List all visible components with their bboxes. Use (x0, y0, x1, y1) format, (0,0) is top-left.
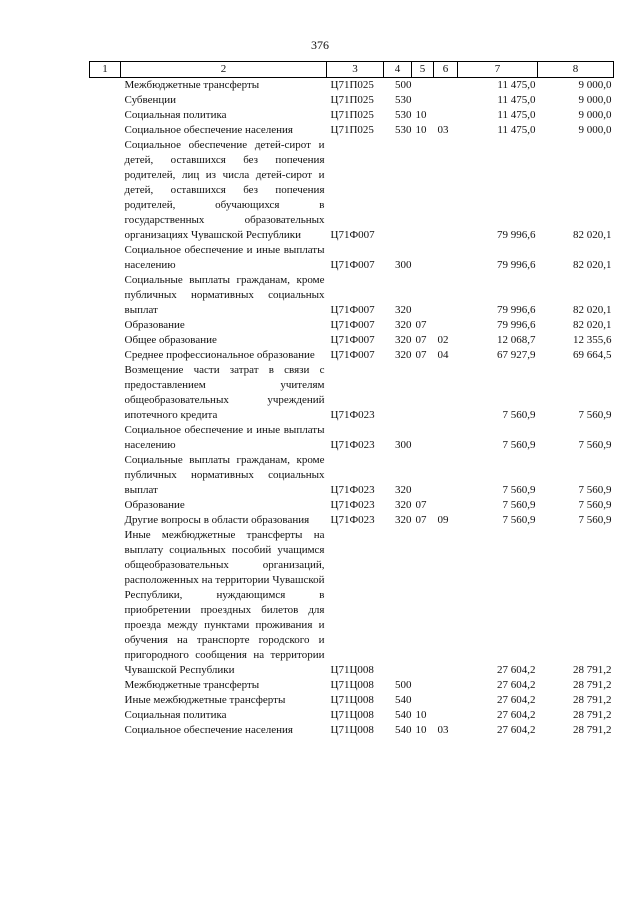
amount-cell: 79 996,6 (497, 259, 536, 271)
section-cell (412, 273, 434, 318)
item-name-cell: Социальная политика (124, 709, 227, 721)
expense-type-cell: 320 (395, 499, 412, 511)
table-row (90, 513, 614, 528)
expense-type-cell: 320 (395, 319, 412, 331)
row-index-cell (90, 363, 121, 423)
amount-cell: 9 000,0 (578, 79, 612, 91)
section-cell: 07 (415, 334, 427, 346)
table-row (90, 123, 614, 138)
target-code-cell: Ц71Ф007 (330, 229, 375, 241)
item-name-cell: Социальное обеспечение и иные выплаты населению (124, 424, 325, 451)
target-code-cell: Ц71Ц008 (330, 694, 374, 706)
amount-cell: 27 604,2 (497, 709, 536, 721)
row-index-cell (90, 123, 121, 138)
item-name-cell: Социальные выплаты гражданам, кроме публичных нормативных социальных выплат (124, 454, 325, 496)
amount-cell: 11 475,0 (497, 94, 536, 106)
table-row (90, 423, 614, 453)
subsection-cell (434, 273, 458, 318)
section-cell (412, 693, 434, 708)
expense-type-cell: 320 (395, 349, 412, 361)
subsection-cell (434, 498, 458, 513)
column-header: 6 (434, 62, 458, 78)
amount-cell: 27 604,2 (497, 724, 536, 736)
target-code-cell: Ц71П025 (330, 109, 374, 121)
row-index-cell (90, 243, 121, 273)
table-row (90, 348, 614, 363)
subsection-cell (434, 693, 458, 708)
table-row (90, 318, 614, 333)
amount-cell: 7 560,9 (578, 484, 612, 496)
target-code-cell: Ц71Ф023 (330, 514, 375, 526)
table-row (90, 138, 614, 243)
amount-cell: 11 475,0 (497, 79, 536, 91)
amount-cell: 9 000,0 (578, 94, 612, 106)
amount-cell: 28 791,2 (573, 694, 612, 706)
row-index-cell (90, 513, 121, 528)
row-index-cell (90, 348, 121, 363)
target-code-cell: Ц71Ц008 (330, 724, 374, 736)
target-code-cell: Ц71Ц008 (330, 664, 374, 676)
column-header: 2 (121, 62, 327, 78)
table-row (90, 708, 614, 723)
item-name-cell: Субвенции (124, 94, 177, 106)
item-name-cell: Социальное обеспечение и иные выплаты населению (124, 244, 325, 271)
section-cell: 07 (415, 514, 427, 526)
table-row (90, 93, 614, 108)
target-code-cell: Ц71Ц008 (330, 709, 374, 721)
target-code-cell: Ц71Ф007 (330, 349, 375, 361)
item-name-cell: Иные межбюджетные трансферты (124, 694, 286, 706)
item-name-cell: Образование (124, 499, 185, 511)
subsection-cell (434, 423, 458, 453)
expense-type-cell: 300 (395, 259, 412, 271)
expense-type-cell: 540 (395, 709, 412, 721)
item-name-cell: Другие вопросы в области образования (124, 514, 310, 526)
section-cell (412, 78, 434, 94)
subsection-cell (434, 708, 458, 723)
subsection-cell (434, 138, 458, 243)
section-cell: 10 (415, 109, 427, 121)
subsection-cell: 03 (437, 124, 449, 136)
item-name-cell: Образование (124, 319, 185, 331)
table-row (90, 453, 614, 498)
row-index-cell (90, 723, 121, 738)
item-name-cell: Межбюджетные трансферты (124, 679, 260, 691)
amount-cell: 11 475,0 (497, 109, 536, 121)
column-header: 7 (458, 62, 538, 78)
amount-cell: 79 996,6 (497, 319, 536, 331)
item-name-cell: Межбюджетные трансферты (124, 79, 260, 91)
item-name-cell: Возмещение части затрат в связи с предоставлением учителям общеобразовательных учреждений ипотечного кредита (124, 364, 325, 421)
row-index-cell (90, 78, 121, 94)
item-name-cell: Социальное обеспечение населения (124, 124, 293, 136)
row-index-cell (90, 138, 121, 243)
table-row (90, 78, 614, 94)
table-header-row (90, 62, 614, 78)
expense-type-cell: 320 (395, 304, 412, 316)
target-code-cell: Ц71Ф023 (330, 499, 375, 511)
table-row (90, 333, 614, 348)
subsection-cell: 09 (437, 514, 449, 526)
subsection-cell (434, 243, 458, 273)
amount-cell: 12 355,6 (573, 334, 612, 346)
target-code-cell: Ц71Ц008 (330, 679, 374, 691)
amount-cell: 27 604,2 (497, 679, 536, 691)
subsection-cell (434, 318, 458, 333)
amount-cell: 12 068,7 (497, 334, 536, 346)
column-header: 1 (90, 62, 121, 78)
row-index-cell (90, 693, 121, 708)
amount-cell: 82 020,1 (573, 304, 612, 316)
amount-cell: 11 475,0 (497, 124, 536, 136)
expense-type-cell: 500 (395, 79, 412, 91)
column-header: 3 (327, 62, 384, 78)
row-index-cell (90, 498, 121, 513)
column-header: 8 (538, 62, 614, 78)
section-cell: 10 (415, 124, 427, 136)
amount-cell: 7 560,9 (502, 499, 536, 511)
expense-type-cell: 300 (395, 439, 412, 451)
target-code-cell: Ц71Ф007 (330, 259, 375, 271)
table-row (90, 273, 614, 318)
subsection-cell (434, 678, 458, 693)
expense-type-cell: 530 (395, 109, 412, 121)
section-cell: 10 (415, 724, 427, 736)
row-index-cell (90, 453, 121, 498)
row-index-cell (90, 528, 121, 678)
row-index-cell (90, 318, 121, 333)
subsection-cell (434, 528, 458, 678)
target-code-cell: Ц71Ф023 (330, 409, 375, 421)
item-name-cell: Социальное обеспечение детей-сирот и детей, оставшихся без попечения родителей, лиц из числа детей-сирот и детей, оставшихся без попечения родителей, обучающихся в государственных образовательных организациях Чувашской Республики (124, 139, 325, 241)
amount-cell: 7 560,9 (578, 439, 612, 451)
subsection-cell (434, 108, 458, 123)
amount-cell: 7 560,9 (502, 484, 536, 496)
amount-cell: 27 604,2 (497, 664, 536, 676)
item-name-cell: Социальная политика (124, 109, 227, 121)
subsection-cell (434, 78, 458, 94)
target-code-cell: Ц71Ф023 (330, 484, 375, 496)
amount-cell: 7 560,9 (502, 409, 536, 421)
page-number: 376 (311, 38, 329, 52)
expense-type-cell: 530 (395, 94, 412, 106)
target-code-cell: Ц71Ф007 (330, 334, 375, 346)
amount-cell: 28 791,2 (573, 664, 612, 676)
section-cell (412, 453, 434, 498)
subsection-cell: 04 (437, 349, 449, 361)
amount-cell: 7 560,9 (502, 439, 536, 451)
amount-cell: 82 020,1 (573, 319, 612, 331)
section-cell (412, 363, 434, 423)
item-name-cell: Социальное обеспечение населения (124, 724, 293, 736)
expense-type-cell: 500 (395, 679, 412, 691)
section-cell (412, 138, 434, 243)
item-name-cell: Общее образование (124, 334, 217, 346)
subsection-cell (434, 93, 458, 108)
target-code-cell: Ц71Ф023 (330, 439, 375, 451)
table-row (90, 363, 614, 423)
table-row (90, 678, 614, 693)
item-name-cell: Среднее профессиональное образование (124, 349, 315, 361)
section-cell (412, 93, 434, 108)
amount-cell: 69 664,5 (573, 349, 612, 361)
amount-cell: 79 996,6 (497, 304, 536, 316)
expense-type-cell: 320 (395, 334, 412, 346)
amount-cell: 28 791,2 (573, 724, 612, 736)
row-index-cell (90, 423, 121, 453)
table-row (90, 243, 614, 273)
expense-type-cell (384, 528, 412, 678)
amount-cell: 7 560,9 (502, 514, 536, 526)
column-header: 5 (412, 62, 434, 78)
target-code-cell: Ц71П025 (330, 79, 374, 91)
section-cell (412, 678, 434, 693)
target-code-cell: Ц71Ф007 (330, 319, 375, 331)
amount-cell: 9 000,0 (578, 109, 612, 121)
table-row (90, 693, 614, 708)
table-row (90, 498, 614, 513)
table-row (90, 723, 614, 738)
section-cell (412, 243, 434, 273)
subsection-cell (434, 453, 458, 498)
expense-type-cell: 540 (395, 694, 412, 706)
expense-type-cell: 530 (395, 124, 412, 136)
subsection-cell: 03 (437, 724, 449, 736)
section-cell (412, 423, 434, 453)
target-code-cell: Ц71П025 (330, 124, 374, 136)
item-name-cell: Социальные выплаты гражданам, кроме публичных нормативных социальных выплат (124, 274, 325, 316)
amount-cell: 7 560,9 (578, 499, 612, 511)
expense-type-cell (384, 138, 412, 243)
target-code-cell: Ц71Ф007 (330, 304, 375, 316)
amount-cell: 67 927,9 (497, 349, 536, 361)
row-index-cell (90, 108, 121, 123)
amount-cell: 79 996,6 (497, 229, 536, 241)
amount-cell: 82 020,1 (573, 259, 612, 271)
expense-type-cell (384, 363, 412, 423)
section-cell (412, 528, 434, 678)
row-index-cell (90, 333, 121, 348)
section-cell: 07 (415, 349, 427, 361)
item-name-cell: Иные межбюджетные трансферты на выплату социальных пособий учащимся общеобразовательных организаций, расположенных на территории Чувашской Республики, нуждающимся в приобретении проездных билетов для проезда между пунктами проживания и обучения на транспорте городского и пригородного сообщения на территории Чувашской Республики (124, 529, 325, 676)
amount-cell: 28 791,2 (573, 709, 612, 721)
amount-cell: 27 604,2 (497, 694, 536, 706)
column-header: 4 (384, 62, 412, 78)
amount-cell: 82 020,1 (573, 229, 612, 241)
section-cell: 07 (415, 319, 427, 331)
row-index-cell (90, 273, 121, 318)
row-index-cell (90, 708, 121, 723)
target-code-cell: Ц71П025 (330, 94, 374, 106)
subsection-cell: 02 (437, 334, 449, 346)
budget-table (89, 61, 614, 738)
expense-type-cell: 320 (395, 514, 412, 526)
amount-cell: 28 791,2 (573, 679, 612, 691)
subsection-cell (434, 363, 458, 423)
row-index-cell (90, 678, 121, 693)
amount-cell: 7 560,9 (578, 514, 612, 526)
table-row (90, 528, 614, 678)
row-index-cell (90, 93, 121, 108)
amount-cell: 9 000,0 (578, 124, 612, 136)
section-cell: 07 (415, 499, 427, 511)
expense-type-cell: 320 (395, 484, 412, 496)
amount-cell: 7 560,9 (578, 409, 612, 421)
expense-type-cell: 540 (395, 724, 412, 736)
section-cell: 10 (415, 709, 427, 721)
table-row (90, 108, 614, 123)
